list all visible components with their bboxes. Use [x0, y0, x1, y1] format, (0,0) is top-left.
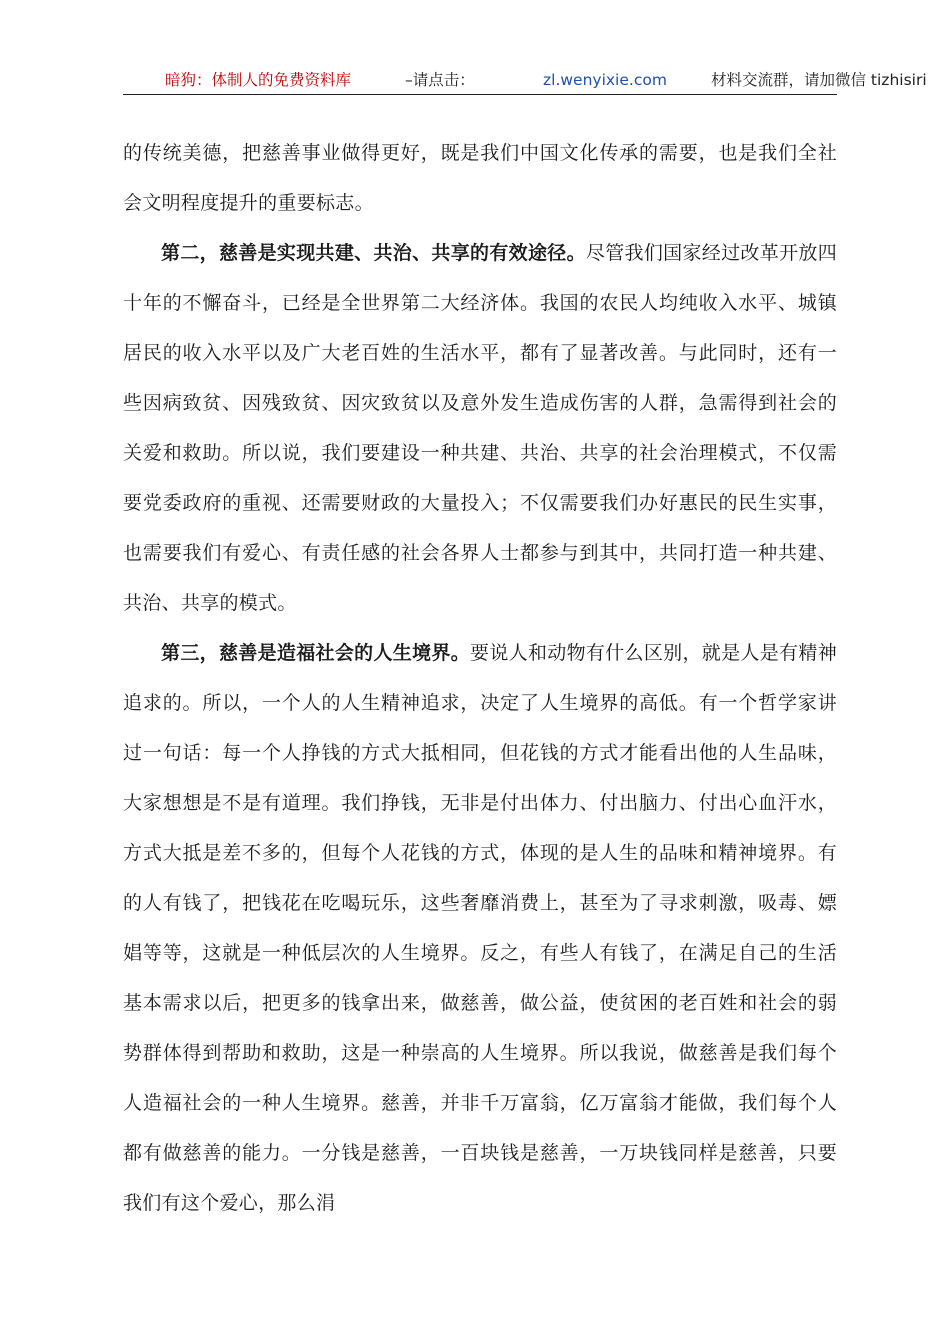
paragraph-lead-heading: 第三，慈善是造福社会的人生境界。 — [161, 642, 471, 664]
paragraph-text: 尽管我们国家经过改革开放四十年的不懈奋斗，已经是全世界第二大经济体。我国的农民人均纯收入水平、城镇居民的收入水平以及广大老百姓的生活水平，都有了显著改善。与此同时，还有一些因病致贫、因残致贫、因灾致贫以及意外发生造成伤害的人群，急需得到社会的关爱和救助。所以说，我们要建设一种共建、共治、共享的社会治理模式，不仅需要党委政府的重视、还需要财政的大量投入；不仅需要我们办好惠民的民生实事，也需要我们有爱心、有责任感的社会各界人士都参与到其中，共同打造一种共建、共治、共享的模式。 — [123, 242, 837, 614]
paragraph-second-point — [123, 228, 837, 628]
page-header — [123, 70, 927, 95]
header-link[interactable]: zl.wenyixie.com — [543, 71, 667, 89]
paragraph-continuation — [123, 128, 837, 228]
paragraph-text: 的传统美德，把慈善事业做得更好，既是我们中国文化传承的需要，也是我们全社会文明程度提升的重要标志。 — [123, 142, 837, 214]
paragraph-third-point — [123, 628, 837, 1228]
paragraph-lead-heading: 第二，慈善是实现共建、共治、共享的有效途径。 — [161, 242, 586, 264]
document-body — [123, 128, 837, 1228]
header-brand: 暗狗：体制人的免费资料库 — [165, 71, 352, 89]
header-contact: 材料交流群，请加微信 tizhisiri — [711, 71, 927, 89]
header-click-prompt: –请点击： — [405, 71, 475, 89]
paragraph-text: 要说人和动物有什么区别，就是人是有精神追求的。所以，一个人的人生精神追求，决定了人生境界的高低。有一个哲学家讲过一句话：每一个人挣钱的方式大抵相同，但花钱的方式才能看出他的人生品味，大家想想是不是有道理。我们挣钱，无非是付出体力、付出脑力、付出心血汗水，方式大抵是差不多的，但每个人花钱的方式，体现的是人生的品味和精神境界。有的人有钱了，把钱花在吃喝玩乐，这些奢靡消费上，甚至为了寻求刺激，吸毒、嫖娼等等，这就是一种低层次的人生境界。反之，有些人有钱了，在满足自己的生活基本需求以后，把更多的钱拿出来，做慈善，做公益，使贫困的老百姓和社会的弱势群体得到帮助和救助，这是一种崇高的人生境界。所以我说，做慈善是我们每个人造福社会的一种人生境界。慈善，并非千万富翁，亿万富翁才能做，我们每个人都有做慈善的能力。一分钱是慈善，一百块钱是慈善，一万块钱同样是慈善，只要我们有这个爱心，那么涓 — [123, 642, 837, 1214]
